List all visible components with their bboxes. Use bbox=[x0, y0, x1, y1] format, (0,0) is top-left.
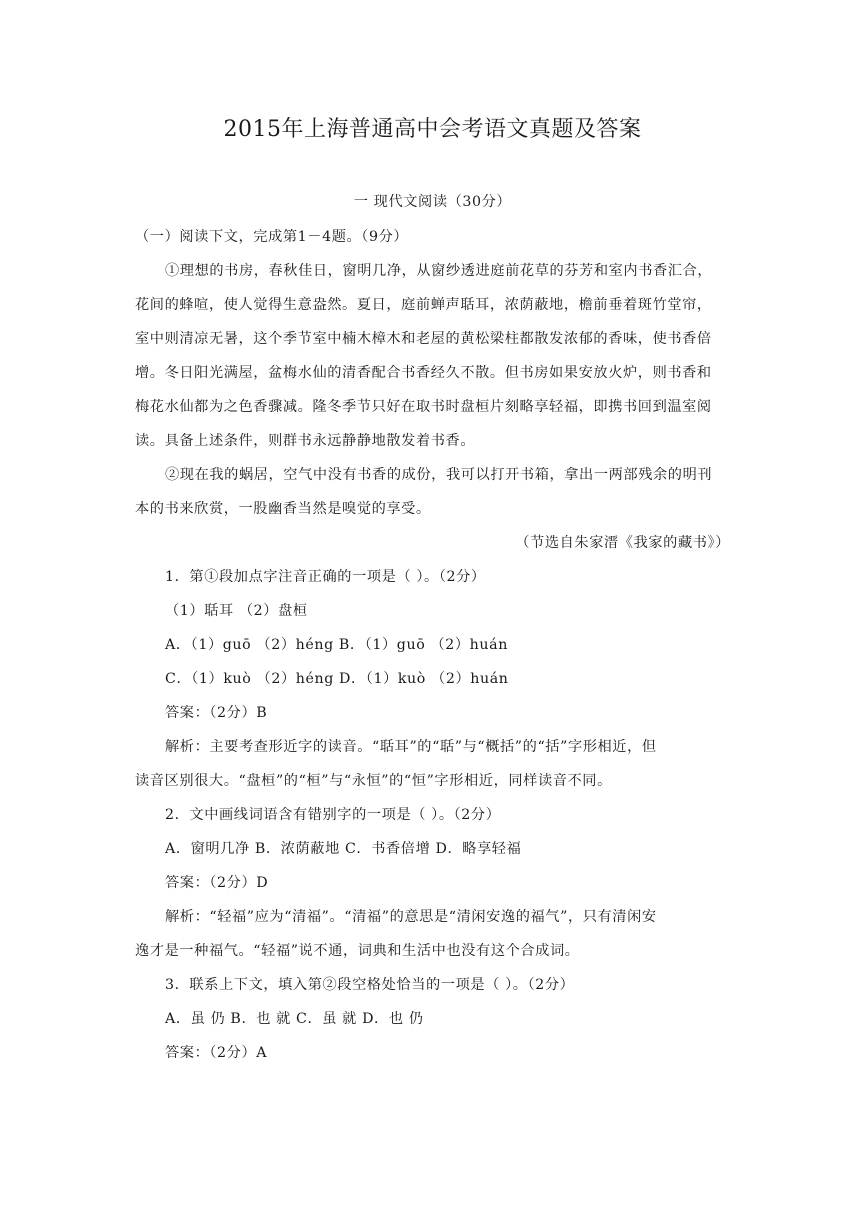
source-citation: （节选自朱家溍《我家的藏书》） bbox=[515, 535, 730, 551]
question-3-options: A．虽 仍 B．也 就 C．虽 就 D．也 仍 bbox=[165, 1011, 424, 1027]
question-1-options-cd: C．（1）kuò （2）héng D．（1）kuò （2）huán bbox=[165, 671, 509, 687]
question-2-stem: 2．文中画线词语含有错别字的一项是（ ）。（2分） bbox=[165, 807, 501, 823]
part-instruction: （一）阅读下文，完成第1－4题。（9分） bbox=[135, 229, 409, 245]
question-1-words: （1）聒耳 （2）盘桓 bbox=[165, 603, 308, 619]
paragraph-2-line: 本的书来欣赏，一股幽香当然是嗅觉的享受。 bbox=[135, 501, 431, 517]
section-heading: 一 现代文阅读（30分） bbox=[353, 194, 512, 210]
paragraph-1-line: 室中则清凉无暑，这个季节室中楠木樟木和老屋的黄松梁柱都散发浓郁的香味，使书香倍 bbox=[135, 331, 712, 347]
question-1-answer: 答案：（2分）B bbox=[165, 705, 268, 721]
question-3-answer: 答案：（2分）A bbox=[165, 1045, 268, 1061]
paragraph-1-line: ①理想的书房，春秋佳日，窗明几净，从窗纱透进庭前花草的芬芳和室内书香汇合， bbox=[165, 263, 713, 279]
question-1-options-ab: A．（1）guō （2）héng B．（1）guō （2）huán bbox=[165, 637, 508, 653]
question-2-analysis-line: 解析：“轻福”应为“清福”。“清福”的意思是“清闲安逸的福气”，只有清闲安 bbox=[165, 909, 657, 925]
question-3-stem: 3．联系上下文，填入第②段空格处恰当的一项是（ ）。（2分） bbox=[165, 977, 575, 993]
paragraph-2-line: ②现在我的蜗居，空气中没有书香的成份，我可以打开书箱，拿出一两部残余的明刊 bbox=[165, 467, 713, 483]
question-1-stem: 1．第①段加点字注音正确的一项是（ ）。（2分） bbox=[165, 569, 486, 585]
question-2-answer: 答案：（2分）D bbox=[165, 875, 269, 891]
paragraph-1-line: 读。具备上述条件，则群书永远静静地散发着书香。 bbox=[135, 433, 476, 449]
question-2-options: A．窗明几净 B．浓荫蔽地 C．书香倍增 D．略享轻福 bbox=[165, 841, 522, 857]
paragraph-1-line: 花间的蜂喧，使人觉得生意盎然。夏日，庭前蝉声聒耳，浓荫蔽地，檐前垂着斑竹堂帘， bbox=[135, 297, 712, 313]
paragraph-1-line: 增。冬日阳光满屋，盆梅水仙的清香配合书香经久不散。但书房如果安放火炉，则书香和 bbox=[135, 365, 712, 381]
question-1-analysis-line: 解析：主要考查形近字的读音。“聒耳”的“聒”与“概括”的“括”字形相近，但 bbox=[165, 739, 657, 755]
question-2-analysis-line: 逸才是一种福气。“轻福”说不通，词典和生活中也没有这个合成词。 bbox=[135, 943, 580, 959]
paragraph-1-line: 梅花水仙都为之色香骤减。隆冬季节只好在取书时盘桓片刻略享轻福，即携书回到温室阅 bbox=[135, 399, 712, 415]
question-1-analysis-line: 读音区别很大。“盘桓”的“桓”与“永恒”的“恒”字形相近，同样读音不同。 bbox=[135, 773, 612, 789]
document-title: 2015年上海普通高中会考语文真题及答案 bbox=[223, 117, 642, 142]
